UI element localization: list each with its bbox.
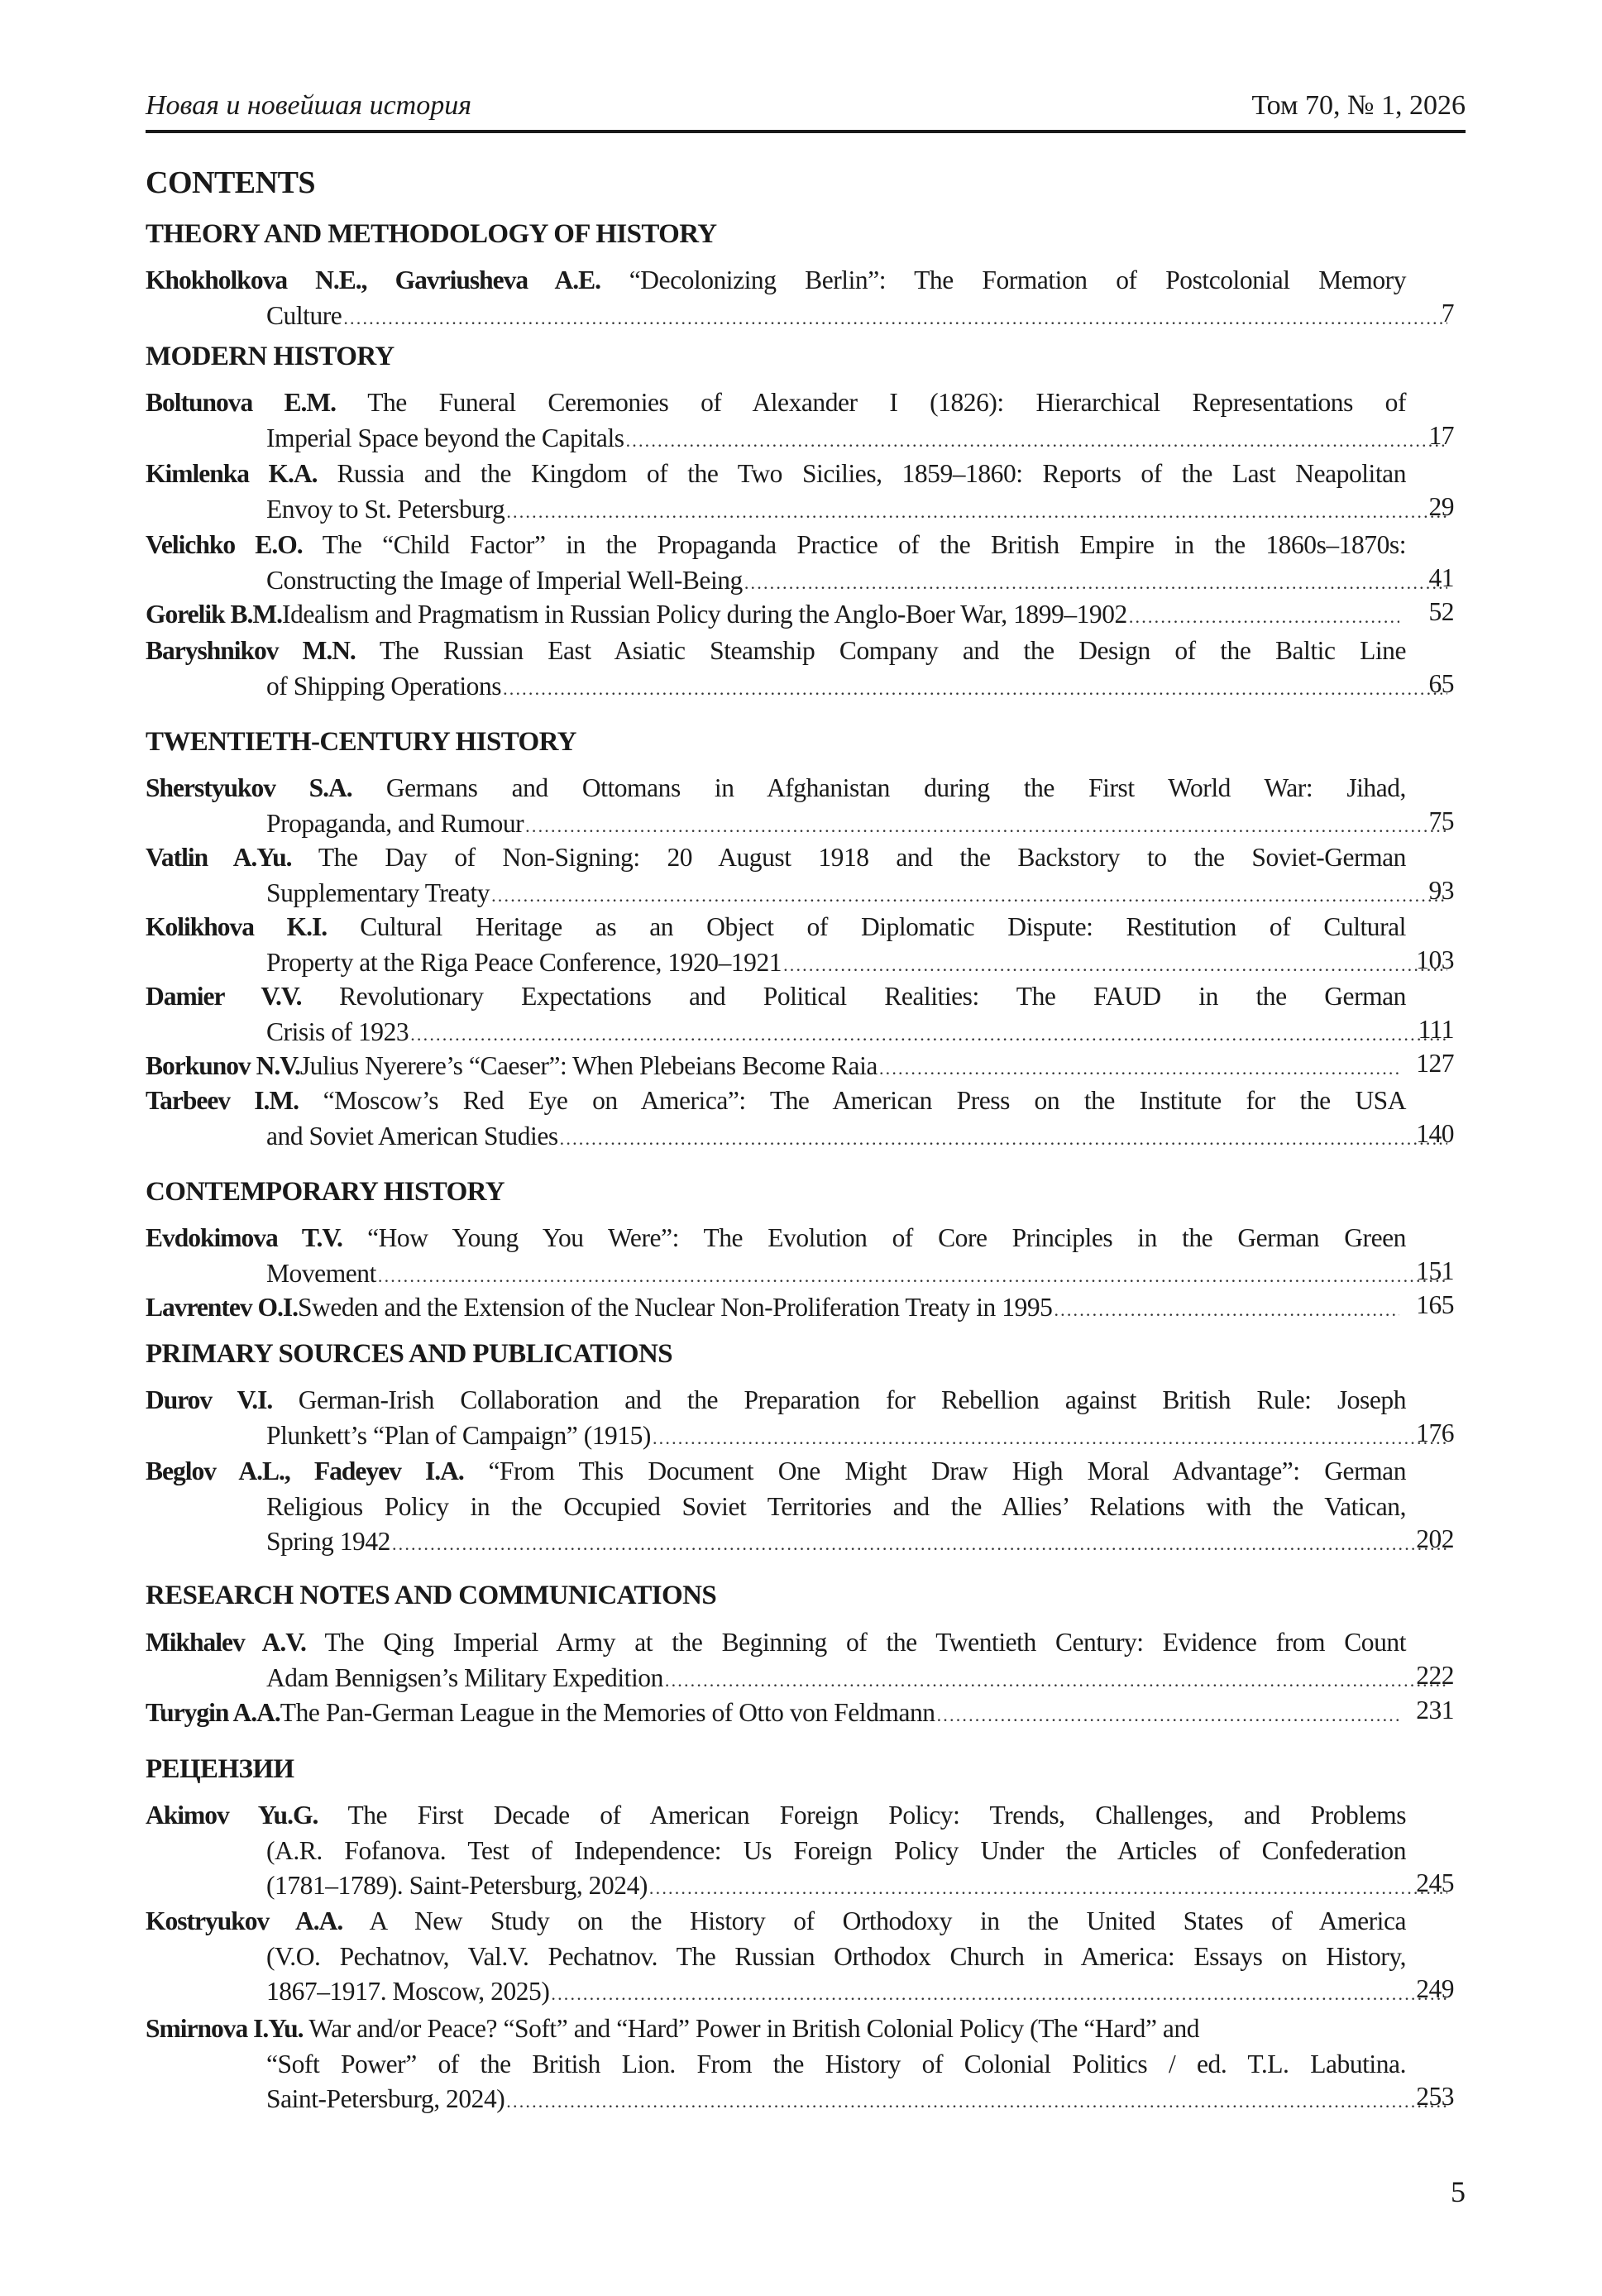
entry-page-number: 103 xyxy=(1416,945,1454,974)
entry-title-text: The First Decade of American Foreign Policy: Trends, Challenges, and Problems xyxy=(347,1801,1407,1830)
entry-page-number: 7 xyxy=(1441,298,1454,328)
entry-title-text: The Funeral Ceremonies of Alexander I (1826): Hierarchical Representations of xyxy=(367,388,1407,417)
toc-entry[interactable] xyxy=(146,1290,1454,1326)
entry-author: Akimov Yu.G. xyxy=(146,1801,318,1830)
toc-entry[interactable] xyxy=(146,1221,1454,1291)
entry-line xyxy=(146,806,1454,842)
entry-line xyxy=(146,1290,1406,1326)
entry-author: Baryshnikov M.N. xyxy=(146,636,356,665)
entry-line xyxy=(146,299,1454,334)
entry-author: Vatlin A.Yu. xyxy=(146,843,292,872)
section-heading: CONTEMPORARY HISTORY xyxy=(146,1177,505,1207)
entry-line xyxy=(146,1119,1454,1155)
toc-entry[interactable] xyxy=(146,979,1454,1050)
dot-leader xyxy=(560,1122,1447,1157)
header-rule xyxy=(146,130,1466,133)
entry-author: Kolikhova K.I. xyxy=(146,912,328,941)
entry-title-text: “How Young You Were”: The Evolution of Core Principles in the German Green xyxy=(367,1223,1406,1252)
toc-entry[interactable] xyxy=(146,771,1454,841)
toc-entry[interactable] xyxy=(146,1696,1454,1731)
entry-author: Mikhalev A.V. xyxy=(146,1628,306,1657)
entry-title-text: (A.R. Fofanova. Test of Independence: Us Foreign Policy Under the Articles of Confederation xyxy=(266,1835,1406,1865)
entry-title-text: Envoy to St. Petersburg xyxy=(266,494,505,524)
toc-entry[interactable] xyxy=(146,840,1454,911)
entry-author: Gorelik B.M. xyxy=(146,600,283,629)
section-heading: MODERN HISTORY xyxy=(146,342,395,371)
entry-line xyxy=(146,563,1454,599)
entry-title-text: The Qing Imperial Army at the Beginning of the Twentieth Century: Evidence from Count xyxy=(324,1628,1406,1657)
entry-line xyxy=(146,945,1454,981)
dot-leader xyxy=(491,878,1447,914)
page-number: 5 xyxy=(1451,2175,1466,2208)
toc-entry[interactable] xyxy=(146,2011,1454,2117)
toc-entry[interactable] xyxy=(146,1904,1454,2010)
entry-author: Damier V.V. xyxy=(146,982,302,1011)
entry-title-text: War and/or Peace? “Soft” and “Hard” Power in British Colonial Policy (The “Hard” and xyxy=(308,2014,1200,2043)
entry-page-number: 65 xyxy=(1428,668,1454,698)
entry-page-number: 111 xyxy=(1418,1014,1454,1044)
toc-entry[interactable] xyxy=(146,1798,1454,1904)
entry-title-text: Russia and the Kingdom of the Two Sicilies, 1859–1860: Reports of the Last Neapolitan xyxy=(337,459,1406,488)
entry-title-text: and Soviet American Studies xyxy=(266,1121,558,1150)
entry-title-text: Property at the Riga Peace Conference, 1920–1921 xyxy=(266,947,782,977)
entry-line xyxy=(146,263,1406,299)
section-heading: RESEARCH NOTES AND COMMUNICATIONS xyxy=(146,1581,717,1610)
entry-title-text: The “Child Factor” in the Propaganda Practice of the British Empire in the 1860s–1870s: xyxy=(322,530,1406,559)
entry-author: Velichko E.O. xyxy=(146,530,303,559)
entry-line xyxy=(146,1798,1406,1834)
entry-title-text: Sweden and the Extension of the Nuclear Non-Proliferation Treaty in 1995 xyxy=(298,1293,1053,1322)
entry-author: Turygin A.A. xyxy=(146,1698,280,1727)
entry-author: Boltunova E.M. xyxy=(146,388,336,417)
running-head xyxy=(146,88,1466,124)
dot-leader xyxy=(937,1698,1399,1734)
entry-page-number: 140 xyxy=(1416,1118,1454,1148)
entry-line xyxy=(146,1904,1406,1940)
entry-title-text: A New Study on the History of Orthodoxy in the United States of America xyxy=(369,1906,1407,1935)
toc-entry[interactable] xyxy=(146,263,1454,333)
entry-line xyxy=(146,910,1406,945)
entry-line xyxy=(146,2011,1406,2047)
dot-leader xyxy=(879,1051,1399,1087)
entry-page-number: 151 xyxy=(1416,1256,1454,1285)
entry-line xyxy=(146,669,1454,705)
toc-entry[interactable] xyxy=(146,1083,1454,1154)
entry-title-text: The Russian East Asiatic Steamship Company and the Design of the Baltic Line xyxy=(379,636,1406,665)
entry-page-number: 75 xyxy=(1428,806,1454,835)
entry-title-text: Crisis of 1923 xyxy=(266,1016,409,1046)
entry-title-text: 1867–1917. Moscow, 2025) xyxy=(266,1977,550,2007)
dot-leader xyxy=(410,1017,1447,1053)
entry-title-text: Culture xyxy=(266,300,342,330)
entry-line xyxy=(146,421,1454,457)
entry-page-number: 165 xyxy=(1416,1290,1454,1319)
entry-title-text: The Pan-German League in the Memories of Otto von Feldmann xyxy=(280,1698,935,1727)
entry-page-number: 249 xyxy=(1416,1974,1454,2004)
entry-title-text: (1781–1789). Saint-Petersburg, 2024) xyxy=(266,1871,648,1901)
dot-leader xyxy=(525,809,1447,844)
toc-entry[interactable] xyxy=(146,910,1454,980)
entry-line xyxy=(146,1868,1454,1904)
entry-author: Durov V.I. xyxy=(146,1385,273,1414)
dot-leader xyxy=(1129,600,1399,635)
entry-line xyxy=(146,385,1406,421)
entry-line xyxy=(146,1974,1454,2010)
entry-line xyxy=(146,979,1406,1015)
dot-leader xyxy=(653,1421,1447,1457)
entry-line xyxy=(146,1524,1454,1560)
entry-page-number: 93 xyxy=(1428,875,1454,905)
entry-title-text: Germans and Ottomans in Afghanistan during the First World War: Jihad, xyxy=(385,773,1406,802)
entry-title-text: Saint-Petersburg, 2024) xyxy=(266,2084,505,2114)
entry-line xyxy=(146,492,1454,528)
entry-page-number: 52 xyxy=(1428,597,1454,626)
section-heading: TWENTIETH-CENTURY HISTORY xyxy=(146,727,576,757)
entry-author: Kimlenka K.A. xyxy=(146,459,318,488)
entry-line xyxy=(146,528,1406,563)
toc-entry[interactable] xyxy=(146,1383,1454,1453)
dot-leader xyxy=(551,1977,1447,2012)
entry-line xyxy=(146,457,1406,492)
toc-entry[interactable] xyxy=(146,528,1454,598)
entry-title-text: Propaganda, and Rumour xyxy=(266,808,524,838)
entry-line xyxy=(146,1221,1406,1256)
toc-entry[interactable] xyxy=(146,1454,1454,1560)
entry-title-text: of Shipping Operations xyxy=(266,671,502,701)
dot-leader xyxy=(343,301,1447,337)
entry-title-text: Constructing the Image of Imperial Well-Being xyxy=(266,565,743,595)
entry-page-number: 176 xyxy=(1416,1418,1454,1447)
entry-line xyxy=(146,597,1406,633)
entry-line xyxy=(146,1383,1406,1418)
entry-page-number: 222 xyxy=(1416,1660,1454,1690)
toc-entry[interactable] xyxy=(146,597,1454,633)
entry-title-text: The Day of Non-Signing: 20 August 1918 and the Backstory to the Soviet-German xyxy=(318,843,1406,872)
entry-page-number: 231 xyxy=(1416,1696,1454,1724)
dot-leader xyxy=(783,948,1447,983)
section-heading: РЕЦЕНЗИИ xyxy=(146,1754,294,1784)
entry-line xyxy=(146,1418,1454,1454)
entry-title-text: Plunkett’s “Plan of Campaign” (1915) xyxy=(266,1420,651,1450)
dot-leader xyxy=(1054,1293,1399,1328)
entry-line xyxy=(146,2047,1406,2083)
dot-leader xyxy=(665,1663,1447,1699)
entry-author: Tarbeev I.M. xyxy=(146,1086,299,1115)
entry-page-number: 127 xyxy=(1416,1049,1454,1078)
toc-entry[interactable] xyxy=(146,457,1454,527)
entry-title-text: Spring 1942 xyxy=(266,1527,390,1557)
journal-title: Новая и новейшая история xyxy=(146,90,472,121)
entry-page-number: 202 xyxy=(1416,1524,1454,1554)
entry-line xyxy=(146,840,1406,876)
entry-line xyxy=(146,1940,1406,1975)
entry-line xyxy=(146,2082,1454,2117)
toc-entry[interactable] xyxy=(146,1049,1454,1084)
section-heading: THEORY AND METHODOLOGY OF HISTORY xyxy=(146,219,717,249)
entry-page-number: 29 xyxy=(1428,491,1454,521)
entry-line xyxy=(146,771,1406,806)
entry-line xyxy=(146,1083,1406,1119)
entry-line xyxy=(146,1454,1406,1490)
entry-author: Kostryukov A.A. xyxy=(146,1906,343,1935)
entry-title-text: Movement xyxy=(266,1258,376,1288)
entry-line xyxy=(146,1625,1406,1661)
toc-entry[interactable] xyxy=(146,1625,1454,1696)
entry-author: Borkunov N.V. xyxy=(146,1051,300,1080)
entry-page-number: 41 xyxy=(1428,562,1454,592)
entry-page-number: 245 xyxy=(1416,1868,1454,1898)
entry-line xyxy=(146,1661,1454,1696)
entry-line xyxy=(146,634,1406,669)
entry-title-text: Imperial Space beyond the Capitals xyxy=(266,423,624,452)
entry-line xyxy=(146,1256,1454,1292)
entry-author: Evdokimova T.V. xyxy=(146,1223,342,1252)
dot-leader xyxy=(506,2084,1447,2120)
entry-title-text: Idealism and Pragmatism in Russian Policy during the Anglo-Boer War, 1899–1902 xyxy=(282,600,1127,629)
entry-page-number: 17 xyxy=(1428,420,1454,450)
entry-title-text: “Soft Power” of the British Lion. From the History of Colonial Politics / ed. T.L. Labutina. xyxy=(266,2049,1406,2078)
dot-leader xyxy=(506,495,1447,530)
dot-leader xyxy=(378,1259,1447,1294)
toc-entry[interactable] xyxy=(146,634,1454,704)
entry-title-text: German-Irish Collaboration and the Preparation for Rebellion against British Rule: Joseph xyxy=(298,1385,1406,1414)
toc-entry[interactable] xyxy=(146,385,1454,456)
entry-author: Lavrentev O.I. xyxy=(146,1293,299,1322)
dot-leader xyxy=(649,1871,1447,1906)
section-heading: PRIMARY SOURCES AND PUBLICATIONS xyxy=(146,1339,672,1369)
entry-title-text: “Decolonizing Berlin”: The Formation of Postcolonial Memory xyxy=(629,265,1406,294)
entry-author: Sherstyukov S.A. xyxy=(146,773,352,802)
entry-title-text: Revolutionary Expectations and Political Realities: The FAUD in the German xyxy=(339,982,1406,1011)
entry-title-text: Cultural Heritage as an Object of Diplomatic Dispute: Restitution of Cultural xyxy=(360,912,1406,941)
issue-info: Том 70, № 1, 2026 xyxy=(1251,90,1466,121)
entry-line xyxy=(146,876,1454,911)
contents-heading: CONTENTS xyxy=(146,165,316,200)
dot-leader xyxy=(392,1527,1447,1562)
entry-title-text: “Moscow’s Red Eye on America”: The American Press on the Institute for the USA xyxy=(323,1086,1406,1115)
entry-line xyxy=(146,1049,1406,1084)
dot-leader xyxy=(744,566,1447,601)
dot-leader xyxy=(626,423,1447,459)
entry-title-text: (V.O. Pechatnov, Val.V. Pechatnov. The Russian Orthodox Church in America: Essays on History, xyxy=(266,1941,1406,1971)
entry-title-text: Julius Nyerere’s “Caeser”: When Plebeians Become Raia xyxy=(299,1051,878,1080)
entry-line xyxy=(146,1490,1406,1525)
entry-line xyxy=(146,1015,1454,1050)
entry-line xyxy=(146,1696,1406,1731)
dot-leader xyxy=(503,672,1447,707)
entry-page-number: 253 xyxy=(1416,2082,1454,2112)
entry-author: Smirnova I.Yu. xyxy=(146,2014,304,2043)
entry-title-text: Religious Policy in the Occupied Soviet Territories and the Allies’ Relations with the Vatican, xyxy=(266,1491,1406,1521)
entry-author: Khokholkova N.E., Gavriusheva A.E. xyxy=(146,265,601,294)
entry-line xyxy=(146,1834,1406,1869)
entry-title-text: Adam Bennigsen’s Military Expedition xyxy=(266,1662,663,1692)
entry-author: Beglov A.L., Fadeyev I.A. xyxy=(146,1457,464,1485)
entry-title-text: Supplementary Treaty xyxy=(266,878,490,907)
entry-title-text: “From This Document One Might Draw High Moral Advantage”: German xyxy=(488,1457,1406,1485)
